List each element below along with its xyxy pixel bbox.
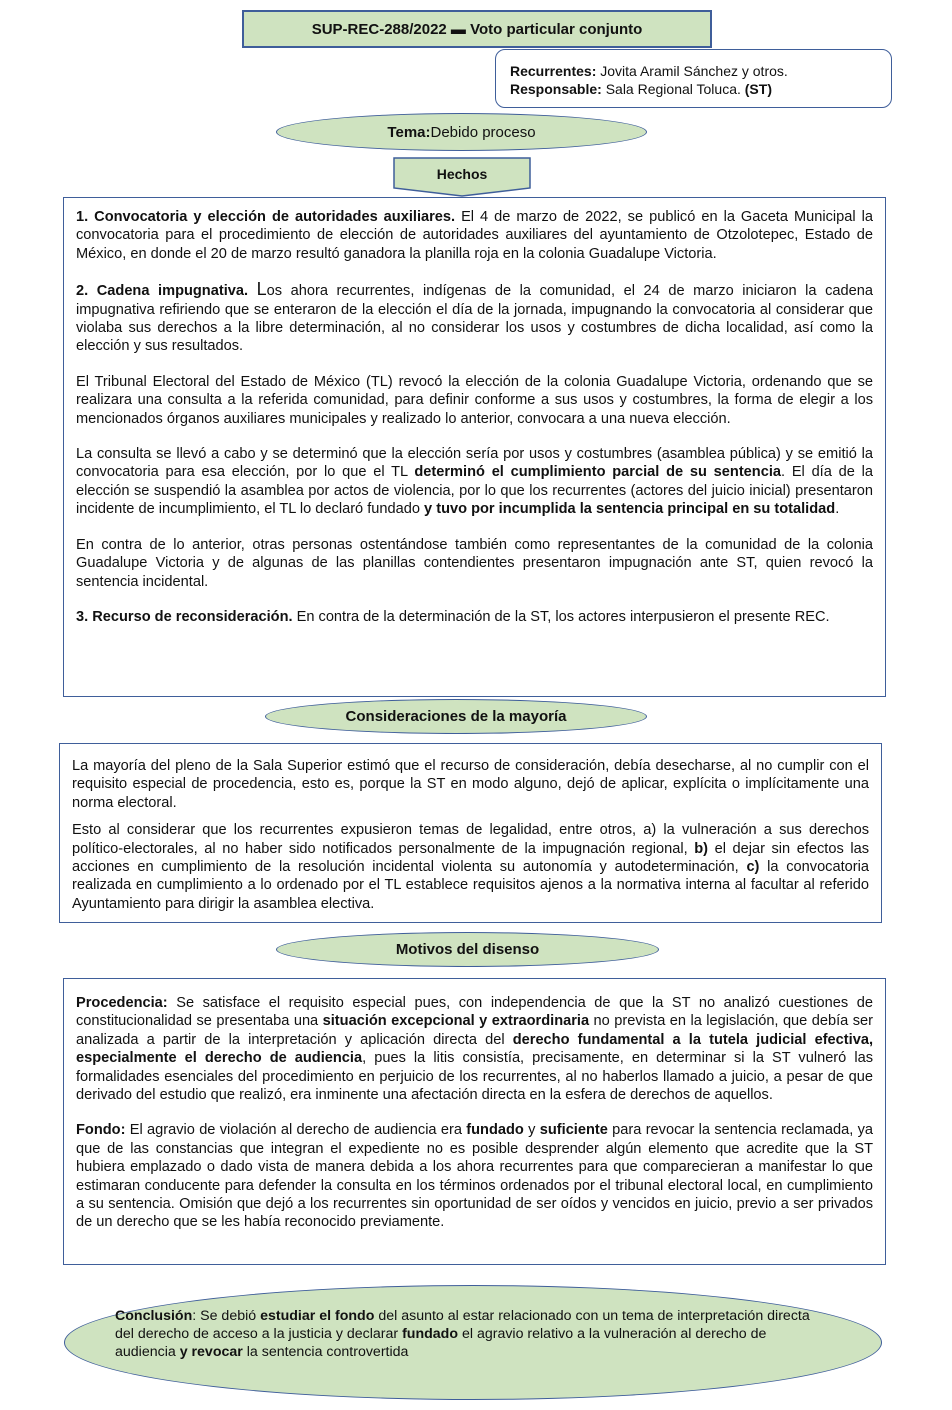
mayoria-paragraph-1: La mayoría del pleno de la Sala Superior estimó que el recurso de consideración, debía desecharse, al no cumplir con el requisito especial de procedencia, esto es, porque la ST en modo alguno, dejó de aplicar, explícita o implícitamente una norma electoral. [72,758,869,811]
hechos-p2-title: 2. Cadena impugnativa. [76,283,257,300]
recurrentes-value: Jovita Aramil Sánchez y otros. [596,63,788,79]
conclusion-f: y revocar [179,1344,243,1360]
disenso-p2-c: y [523,1122,540,1139]
mayoria-paragraph-2 [72,821,869,913]
responsable-label: Responsable: [510,81,602,97]
hechos-paragraph-4 [76,445,873,519]
tema-label: Tema: [387,123,431,141]
disenso-heading: Motivos del disenso [395,941,540,958]
disenso-panel [63,978,886,1265]
hechos-p4-c: . El día de la elección se suspendió la asamblea por actos de violencia, por lo que los recurrentes (actores del juicio inicial) presentaron incidente de incumplimiento, el TL lo declaró fundado [76,464,873,518]
title-text: SUP-REC-288/2022 ▬ Voto particular conjunto [311,20,643,38]
tema-value: Debido proceso [430,123,536,141]
mayoria-p2-e: la convocatoria realizada en cumplimiento a lo ordenado por el TL establece requisitos ajenos a la normativa interna al facultar al referido Ayuntamiento para dirigir la asamblea electiva. [72,859,869,912]
mayoria-p2-a: Esto al considerar que los recurrentes expusieron temas de legalidad, entre otros, a) la vulneración a sus derechos político-electorales, al no haber sido notificados personalmente de la impugnación regional, [72,822,869,857]
mayoria-panel [59,743,882,923]
hechos-p4-e: . [835,501,840,518]
conclusion-ellipse [64,1285,882,1400]
hechos-p1-title: 1. Convocatoria y elección de autoridades auxiliares. [76,209,456,225]
hechos-p4-b: determinó el cumplimiento parcial de su sentencia [414,464,781,481]
hechos-p2-body: os ahora recurrentes, indígenas de la comunidad, el 24 de marzo iniciaron la cadena impugnativa refiriendo que se enteraron de la elección el día de la jornada, impugnando la convocatoria al considerar que violaba sus derechos a la libre determinación, al no considerar los usos y costumbres de dicha localidad, así como la elección y sus resultados. [76,283,873,355]
mayoria-p2-c: el dejar sin efectos las acciones en cumplimiento de la resolución incidental violenta su autonomía y autodeterminación, [72,840,869,876]
hechos-paragraph-6 [76,608,873,626]
parties-box [495,49,892,108]
disenso-p2-e: para revocar la sentencia reclamada, ya que de las constancias que integran el expediente no es posible desprender algún elemento que acredite que la ST hubiera emplazado o dado vista de manera debida a los ahora recurrentes para que comparecieran a manifestar lo que estimaran conducente para defender la consulta en los términos ordenados por el tribunal electoral local, en cumplimiento a su sentencia. Omisión que dejó a los recurrentes sin oportunidad de ser oídos y vencidos en juicio, previo a ser privados de un derecho que se les había reconocido previamente. [76,1122,874,1231]
conclusion-a: : Se debió [192,1308,261,1324]
hechos-heading-text: Hechos [436,166,488,182]
conclusion-text [115,1307,827,1361]
mayoria-ellipse [265,699,647,734]
disenso-p2-d: suficiente [539,1122,608,1139]
mayoria-heading: Consideraciones de la mayoría [345,708,567,725]
hechos-paragraph-2 [76,280,873,356]
disenso-p2-a: El agravio de violación al derecho de audiencia era [125,1122,467,1139]
hechos-heading [393,160,531,188]
mayoria-p2-d: c) [746,859,760,876]
hechos-p1-body: El 4 de marzo de 2022, se publicó en la Gaceta Municipal la convocatoria para el procedimiento de elección de autoridades auxiliares del ayuntamiento de Otzolotepec, Estado de México, en donde el 20 de marzo resultó ganadora la planilla roja en la colonia Guadalupe Victoria. [76,209,873,262]
disenso-paragraph-2 [76,1121,873,1231]
recurrentes-label: Recurrentes: [510,63,597,79]
disenso-p1-e: , pues la litis consistía, precisamente, en determinar si la ST vulneró las formalidades esenciales del procedimiento en perjuicio de los recurrentes, al no haberlos llamado a juicio, a pesar de que derivado del estudio que realizó, era inminente una afectación directa en la esfera de derechos de aquellos. [76,1050,873,1104]
disenso-p2-b: fundado [466,1122,524,1139]
responsable-value: Sala Regional Toluca. [601,81,745,97]
disenso-paragraph-1 [76,994,873,1104]
mayoria-p2-b: b) [694,840,709,857]
hechos-paragraph-1 [76,208,873,263]
hechos-p2-initial: L [256,279,267,300]
conclusion-label: Conclusión [115,1308,193,1324]
responsable-suffix: (ST) [744,81,772,97]
hechos-paragraph-3: El Tribunal Electoral del Estado de México (TL) revocó la elección de la colonia Guadalupe Victoria, ordenando que se realizara una consulta a la referida comunidad, para definir conforme a sus usos y costumbres, la forma de elegir a los mencionados órganos auxiliares municipales y realizado lo anterior, convocara a una nueva elección. [76,373,873,427]
hechos-panel [63,197,886,697]
conclusion-b: estudiar el fondo [260,1308,375,1324]
hechos-paragraph-5: En contra de lo anterior, otras personas ostentándose también como representantes de la comunidad de la colonia Guadalupe Victoria y de algunas de las planillas contendientes presentaron impugnación ante ST, quien revocó la sentencia incidental. [76,536,873,590]
disenso-p1-c: no prevista en la legislación, que debía ser analizada a partir de la interpretación y aplicación directa del [76,1013,873,1048]
disenso-p1-a: Se satisface el requisito especial pues, con independencia de que la ST no analizó cuestiones de constitucionalidad se presentaba una [76,995,873,1030]
responsable-line [510,80,877,98]
hechos-p4-a: La consulta se llevó a cabo y se determinó que la elección sería por usos y costumbres (asamblea pública) y se emitió la convocatoria para esa elección, por lo que el TL [76,446,873,481]
hechos-p6-title: 3. Recurso de reconsideración. [76,608,293,625]
conclusion-c: del asunto al estar relacionado con un tema de interpretación directa del derecho de acceso a la justicia y declarar [115,1308,810,1342]
recurrentes-line [510,62,877,80]
disenso-p1-b: situación excepcional y extraordinaria [322,1013,590,1030]
conclusion-d: fundado [402,1326,459,1342]
document-title [242,10,712,48]
disenso-p1-d: derecho fundamental a la tutela judicial efectiva, especialmente el derecho de audiencia [76,1031,873,1067]
tema-ellipse [276,113,647,151]
procedencia-label: Procedencia: [76,995,168,1011]
conclusion-g: la sentencia controvertida [242,1344,409,1360]
conclusion-e: el agravio relativo a la vulneración al derecho de audiencia [115,1326,767,1360]
fondo-label: Fondo: [76,1122,126,1139]
hechos-p6-body: En contra de la determinación de la ST, los actores interpusieron el presente REC. [292,608,830,625]
disenso-ellipse [276,932,659,967]
hechos-p4-d: y tuvo por incumplida la sentencia principal en su totalidad [424,501,836,518]
